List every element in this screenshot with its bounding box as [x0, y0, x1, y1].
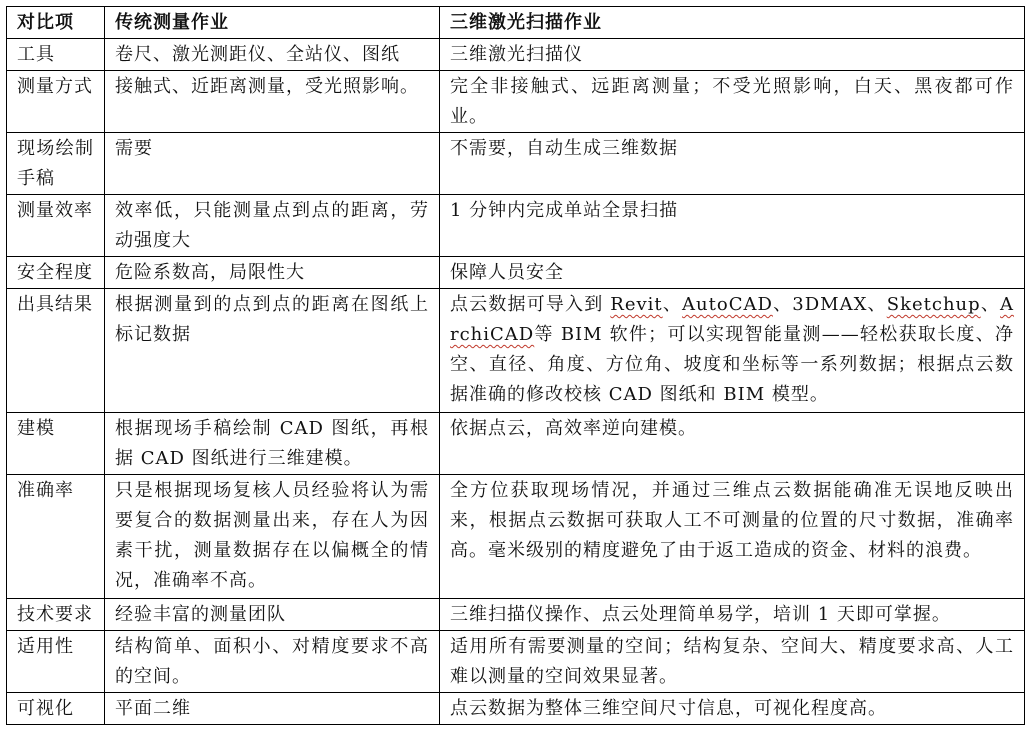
cell-laser: 点云数据为整体三维空间尺寸信息，可视化程度高。: [440, 693, 1025, 725]
cell-traditional: 结构简单、面积小、对精度要求不高的空间。: [105, 631, 440, 693]
cell-laser: 依据点云，高效率逆向建模。: [440, 413, 1025, 475]
software-name: Revit: [610, 294, 663, 315]
cell-traditional: 根据测量到的点到点的距离在图纸上标记数据: [105, 289, 440, 413]
table-row: [7, 71, 1025, 133]
cell-item: 建模: [7, 413, 105, 475]
cell-traditional: 需要: [105, 133, 440, 195]
table-header-row: [7, 7, 1025, 39]
text-segment: 点云数据可导入到: [450, 294, 611, 315]
text-segment: 等 BIM 软件；可以实现智能量测——轻松获取长度、净空、直径、角度、方位角、坡度和坐标等一系列数据；根据点云数据准确的修改校核 CAD 图纸和 BIM 模型。: [450, 324, 1014, 405]
software-name: AutoCAD: [682, 294, 773, 315]
header-traditional: 传统测量作业: [105, 7, 440, 39]
comparison-table: [6, 6, 1025, 725]
cell-item: 可视化: [7, 693, 105, 725]
cell-item: 工具: [7, 39, 105, 71]
software-name: Sketchup: [886, 294, 981, 315]
table-row: [7, 289, 1025, 413]
table-row: [7, 631, 1025, 693]
table-row: [7, 257, 1025, 289]
cell-item: 安全程度: [7, 257, 105, 289]
table-row: [7, 39, 1025, 71]
text-segment: 、: [980, 294, 1001, 315]
table-body: [7, 39, 1025, 725]
table-row: [7, 599, 1025, 631]
table-row: [7, 693, 1025, 725]
cell-laser: [440, 289, 1025, 413]
cell-traditional: 只是根据现场复核人员经验将认为需要复合的数据测量出来，存在人为因素干扰，测量数据存在以偏概全的情况，准确率不高。: [105, 475, 440, 599]
cell-laser: 三维扫描仪操作、点云处理简单易学，培训 1 天即可掌握。: [440, 599, 1025, 631]
cell-traditional: 接触式、近距离测量，受光照影响。: [105, 71, 440, 133]
header-item: 对比项: [7, 7, 105, 39]
cell-traditional: 卷尺、激光测距仪、全站仪、图纸: [105, 39, 440, 71]
cell-traditional: 危险系数高，局限性大: [105, 257, 440, 289]
software-name: ArchiCAD: [450, 294, 1015, 345]
table-row: [7, 475, 1025, 599]
header-laser: 三维激光扫描作业: [440, 7, 1025, 39]
cell-traditional: 根据现场手稿绘制 CAD 图纸，再根据 CAD 图纸进行三维建模。: [105, 413, 440, 475]
cell-laser: 保障人员安全: [440, 257, 1025, 289]
document-page: [6, 6, 1024, 725]
cell-traditional: 平面二维: [105, 693, 440, 725]
cell-laser: 全方位获取现场情况，并通过三维点云数据能确准无误地反映出来，根据点云数据可获取人工不可测量的位置的尺寸数据，准确率高。毫米级别的精度避免了由于返工造成的资金、材料的浪费。: [440, 475, 1025, 599]
cell-item: 出具结果: [7, 289, 105, 413]
table-row: [7, 133, 1025, 195]
cell-traditional: 效率低，只能测量点到点的距离，劳动强度大: [105, 195, 440, 257]
cell-laser: 三维激光扫描仪: [440, 39, 1025, 71]
cell-laser: 1 分钟内完成单站全景扫描: [440, 195, 1025, 257]
cell-item: 测量方式: [7, 71, 105, 133]
table-row: [7, 195, 1025, 257]
cell-item: 现场绘制手稿: [7, 133, 105, 195]
cell-item: 适用性: [7, 631, 105, 693]
text-segment: 、3DMAX、: [772, 294, 887, 315]
cell-item: 准确率: [7, 475, 105, 599]
cell-laser: 完全非接触式、远距离测量；不受光照影响，白天、黑夜都可作业。: [440, 71, 1025, 133]
table-row: [7, 413, 1025, 475]
cell-traditional: 经验丰富的测量团队: [105, 599, 440, 631]
cell-item: 测量效率: [7, 195, 105, 257]
cell-item: 技术要求: [7, 599, 105, 631]
text-segment: 、: [662, 294, 683, 315]
cell-laser: 适用所有需要测量的空间；结构复杂、空间大、精度要求高、人工难以测量的空间效果显著。: [440, 631, 1025, 693]
cell-laser: 不需要，自动生成三维数据: [440, 133, 1025, 195]
